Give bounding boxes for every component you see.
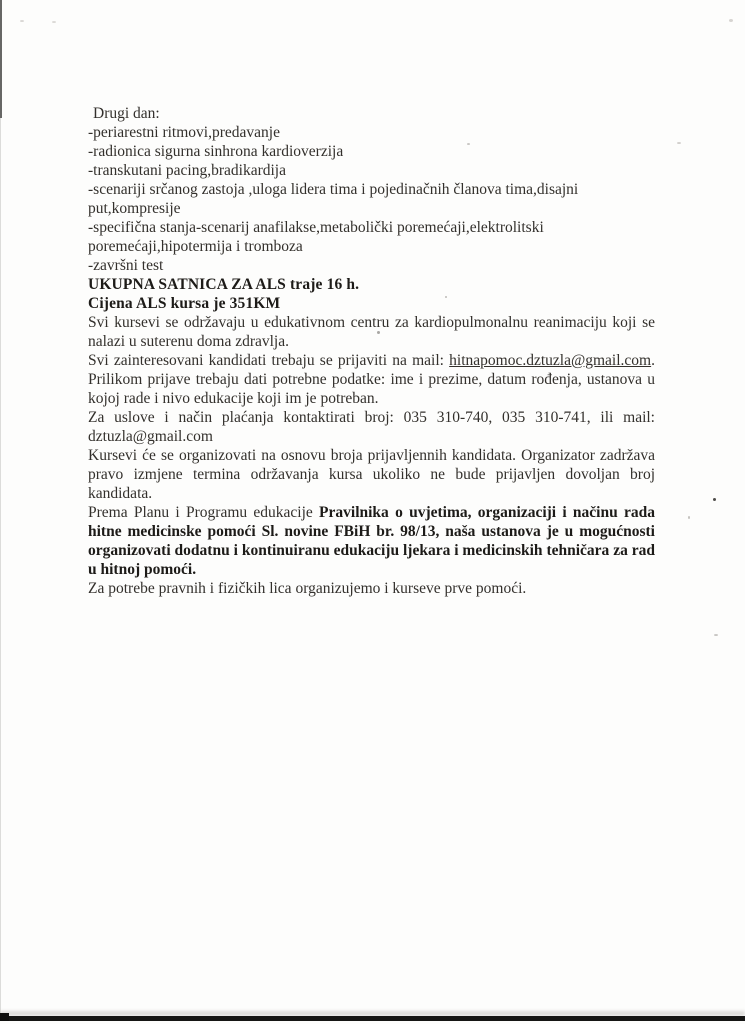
scan-speck	[677, 142, 681, 144]
scan-edge-line-top	[0, 0, 2, 118]
bullet-item-scenarios: -scenariji srčanog zastoja ,uloga lidera tima i pojedinačnih članova tima,disajni put,kompresije	[88, 181, 579, 217]
registration-text-after: . Prilikom prijave trebaju dati potrebne podatke: ime i prezime, datum rođenja, ustanova u kojoj rade i nivo edukacije koji im je potreban.	[88, 352, 655, 407]
bullet-item-final-test: -završni test	[88, 257, 164, 274]
scan-speck	[445, 296, 447, 298]
paragraph-payment: Za uslove i način plaćanja kontaktirati broj: 035 310-740, 035 310-741, ili mail: dztuzla@gmail.com	[88, 409, 655, 445]
heading-total-hours: UKUPNA SATNICA ZA ALS traje 16 h.	[88, 276, 360, 293]
document-content	[88, 104, 655, 598]
bullet-item-cardioversion: -radionica sigurna sinhrona kardioverzija	[88, 143, 344, 160]
scan-edge-line	[0, 118, 1, 1016]
paragraph-registration	[88, 351, 655, 408]
heading-price: Cijena ALS kursa je 351KM	[88, 295, 281, 312]
scan-speck	[377, 331, 380, 334]
scan-speck	[52, 21, 56, 23]
paragraph-venue: Svi kursevi se održavaju u edukativnom centru za kardiopulmonalnu reanimaciju koji se nalazi u suterenu doma zdravlja.	[88, 314, 655, 350]
scan-speck	[688, 516, 690, 519]
bullet-item-periarrest: -periarestni ritmovi,predavanje	[88, 124, 280, 141]
scan-speck	[20, 20, 24, 22]
scan-speck	[714, 634, 718, 636]
scan-speck	[729, 19, 733, 22]
paragraph-organization: Kursevi će se organizovati na osnovu broja prijavljennih kandidata. Organizator zadržava pravo izmjene termina održavanja kursa ukoliko ne bude prijavljen dovoljan broj kandidata.	[88, 447, 655, 502]
regulation-intro-text: Prema Planu i Programu edukacije	[88, 504, 320, 521]
paragraph-regulation	[88, 503, 655, 579]
email-link[interactable]: hitnapomoc.dztuzla@gmail.com	[449, 352, 652, 369]
scan-corner-mark	[0, 1013, 9, 1021]
registration-text-before: Svi zainteresovani kandidati trebaju se prijaviti na mail:	[88, 352, 450, 369]
regulation-bold-text: Pravilnika o uvjetima, organizaciji i načinu rada hitne medicinske pomoći Sl. novine FBiH br. 98/13, naša ustanova je u mogućnosti organizovati dodatnu i kontinuiranu edukaciju ljekara i medicinskih tehničara za rad u hitnoj pomoći.	[88, 504, 655, 578]
scan-speck	[713, 498, 716, 501]
scan-speck	[467, 143, 470, 145]
paragraph-first-aid: Za potrebe pravnih i fizičkih lica organizujemo i kurseve prve pomoći.	[88, 580, 527, 597]
bullet-item-pacing: -transkutani pacing,bradikardija	[88, 162, 286, 179]
bullet-item-specific-states: -specifična stanja-scenarij anafilakse,metabolički poremećaji,elektrolitski poremećaji,hipotermija i tromboza	[88, 219, 544, 255]
section-title-day-two: Drugi dan:	[93, 105, 160, 122]
scan-bottom-bar	[0, 1016, 745, 1021]
